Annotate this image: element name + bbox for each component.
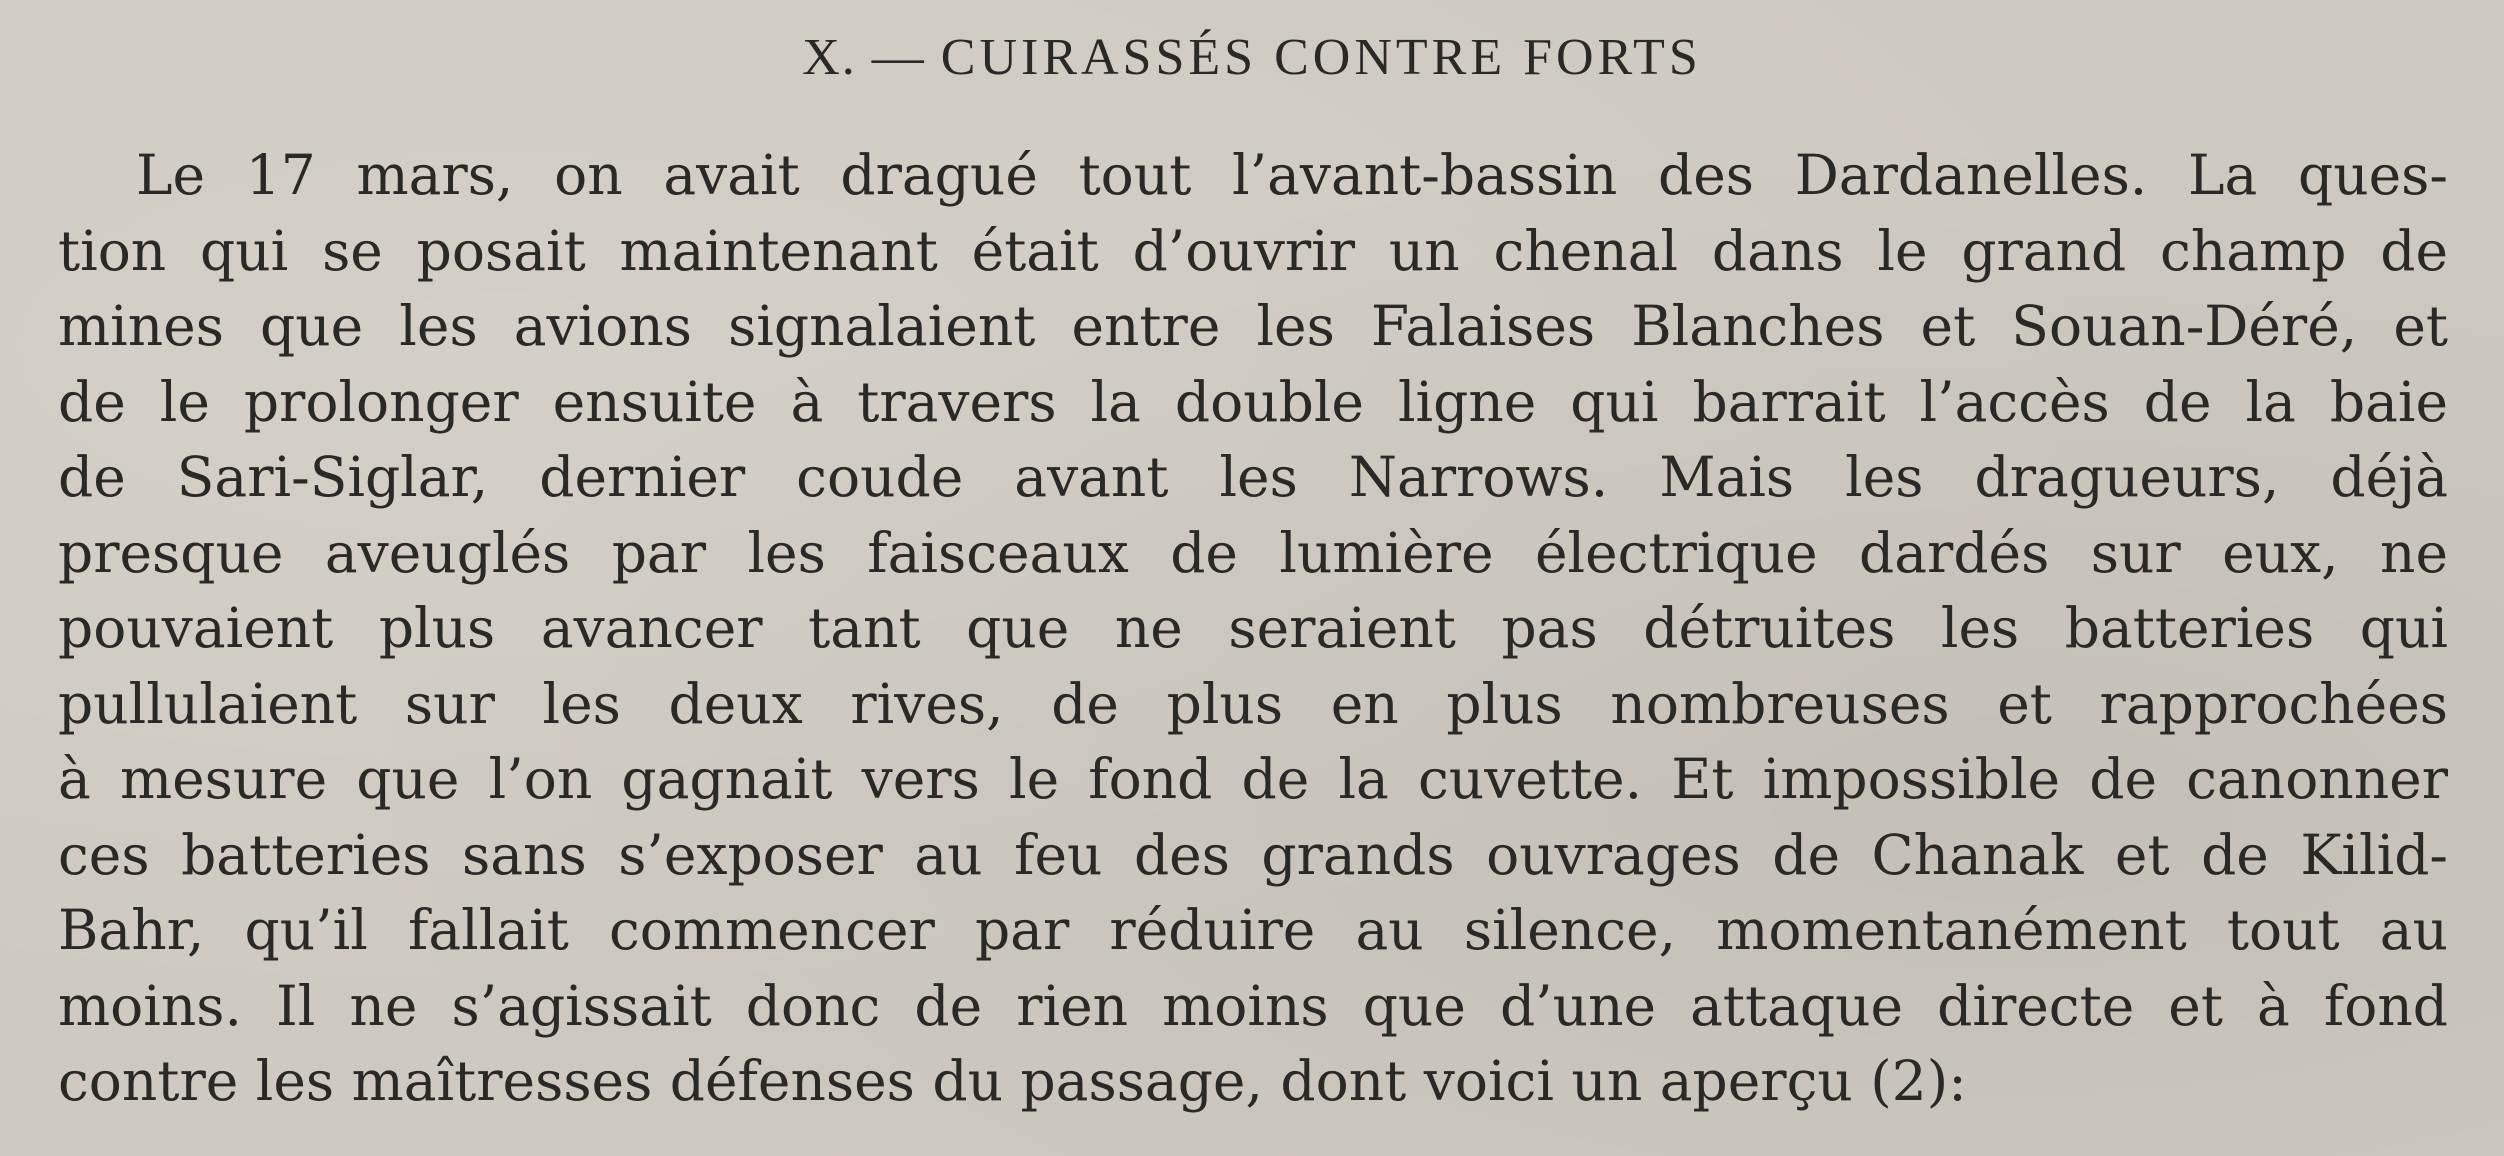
text-line: de le prolonger ensuite à travers la double ligne qui barrait l’accès de la baie — [58, 369, 2448, 434]
section-number: X. — — [802, 29, 926, 86]
text-line: contre les maîtresses défenses du passage, dont voici un aperçu (2): — [58, 1049, 1967, 1113]
section-title: CUIRASSÉS CONTRE FORTS — [940, 29, 1702, 86]
text-line: pullulaient sur les deux rives, de plus en plus nombreuses et rapprochées — [58, 671, 2448, 736]
text-line: à mesure que l’on gagnait vers le fond de la cuvette. Et impossible de canonner — [58, 747, 2448, 811]
body-paragraph — [58, 138, 2448, 1120]
section-header — [0, 26, 2504, 90]
text-line: moins. Il ne s’agissait donc de rien moins que d’une attaque directe et à fond — [58, 973, 2448, 1038]
text-line: tion qui se posait maintenant était d’ouvrir un chenal dans le grand champ de — [58, 218, 2448, 283]
text-line: presque aveuglés par les faisceaux de lumière électrique dardés sur eux, ne — [58, 520, 2448, 585]
text-line: de Sari-Siglar, dernier coude avant les Narrows. Mais les dragueurs, déjà — [58, 445, 2448, 509]
text-line: mines que les avions signalaient entre les Falaises Blanches et Souan-Déré, et — [58, 294, 2448, 358]
text-line: Le 17 mars, on avait dragué tout l’avant-bassin des Dardanelles. La ques- — [136, 143, 2448, 207]
text-line: ces batteries sans s’exposer au feu des grands ouvrages de Chanak et de Kilid- — [58, 822, 2448, 887]
text-line: pouvaient plus avancer tant que ne seraient pas détruites les batteries qui — [58, 596, 2448, 660]
text-line: Bahr, qu’il fallait commencer par réduire au silence, momentanément tout au — [58, 898, 2448, 962]
